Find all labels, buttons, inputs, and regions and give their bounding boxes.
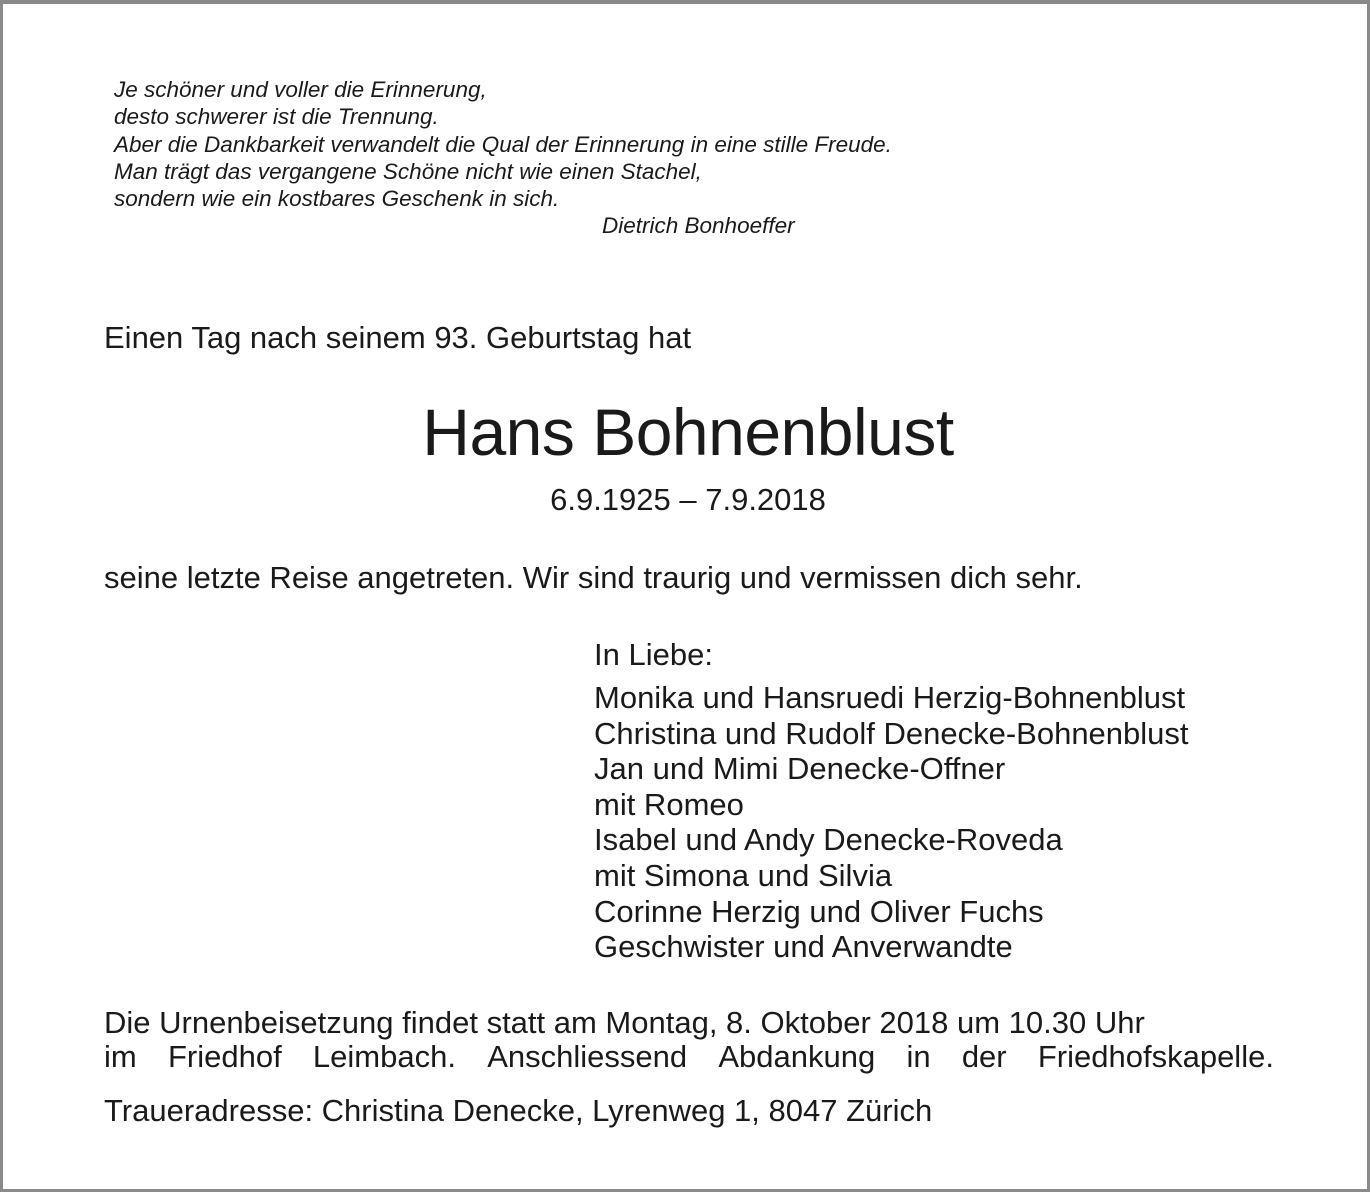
farewell-text: seine letzte Reise angetreten. Wir sind traurig und vermissen dich sehr.	[104, 560, 1083, 595]
mourner-entry: mit Romeo	[594, 786, 744, 822]
burial-word: Friedhof	[167, 1039, 282, 1074]
mourner-entry: Monika und Hansruedi Herzig-Bohnenblust	[594, 680, 1186, 715]
quote-author: Dietrich Bonhoeffer	[602, 213, 795, 238]
quote-line: Je schöner und voller die Erinnerung,	[114, 77, 487, 102]
burial-line-1: Die Urnenbeisetzung findet statt am Montag, 8. Oktober 2018 um 10.30 Uhr	[104, 1005, 1145, 1040]
mourner-entry: Geschwister und Anverwandte	[594, 929, 1013, 965]
mourners-list	[594, 680, 1189, 965]
mourner-entry: Jan und Mimi Denecke-Offner	[594, 751, 1006, 787]
burial-word: Anschliessend	[487, 1039, 688, 1074]
quote-line: desto schwerer ist die Trennung.	[114, 104, 439, 130]
mourners-heading: In Liebe:	[594, 637, 713, 672]
burial-word: in	[906, 1039, 931, 1074]
burial-word: Friedhofskapelle.	[1037, 1039, 1274, 1074]
burial-word: Leimbach.	[312, 1039, 456, 1074]
quote-line: sondern wie ein kostbares Geschenk in sich.	[114, 186, 560, 212]
mourner-entry: Christina und Rudolf Denecke-Bohnenblust	[594, 715, 1189, 751]
burial-word: Abdankung	[718, 1039, 876, 1074]
burial-word: der	[961, 1039, 1007, 1074]
quote-block	[114, 76, 1114, 212]
burial-word: im	[104, 1039, 137, 1074]
mourning-address: Traueradresse: Christina Denecke, Lyrenweg 1, 8047 Zürich	[104, 1093, 933, 1128]
mourner-entry: mit Simona und Silvia	[594, 857, 893, 893]
life-dates: 6.9.1925 – 7.9.2018	[550, 482, 826, 517]
mourner-entry: Corinne Herzig und Oliver Fuchs	[594, 893, 1044, 929]
quote-line: Man trägt das vergangene Schöne nicht wie einen Stachel,	[114, 158, 702, 184]
intro-text: Einen Tag nach seinem 93. Geburtstag hat	[104, 320, 692, 355]
mourner-entry: Isabel und Andy Denecke-Roveda	[594, 822, 1063, 858]
burial-line-2	[104, 1040, 1274, 1074]
quote-line: Aber die Dankbarkeit verwandelt die Qual der Erinnerung in eine stille Freude.	[114, 131, 892, 157]
burial-info	[104, 1006, 1274, 1074]
deceased-name: Hans Bohnenblust	[422, 395, 954, 469]
